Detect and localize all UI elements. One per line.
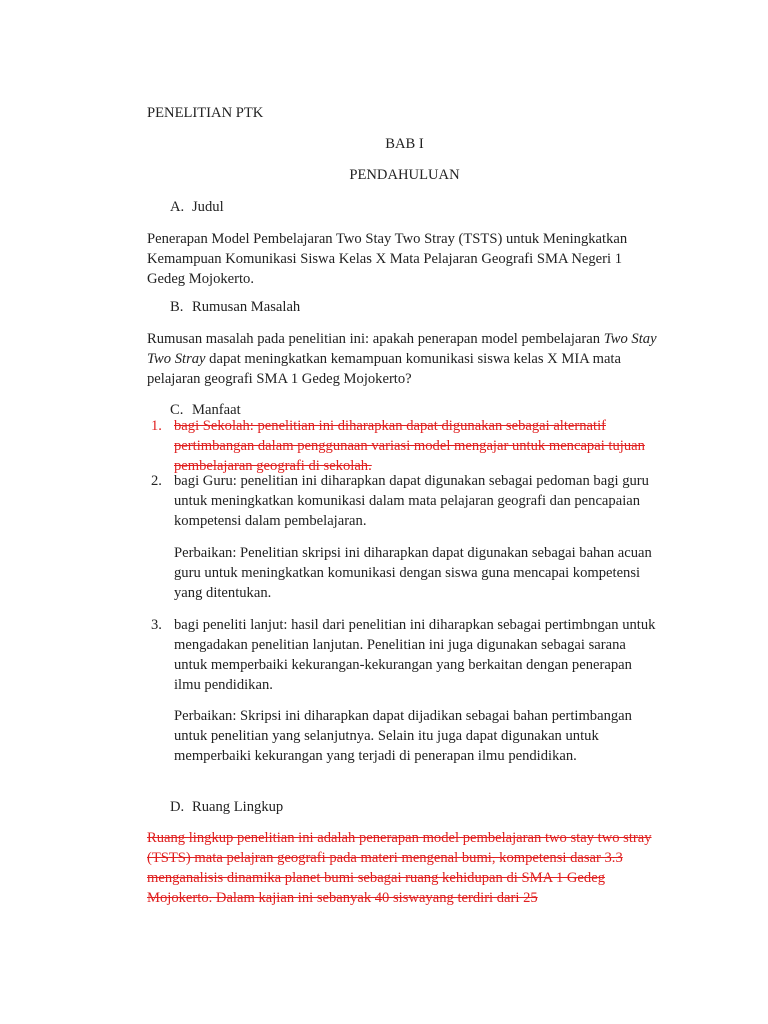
section-b-letter: B. xyxy=(170,299,184,315)
section-a-heading xyxy=(170,197,224,217)
rumusan-text-italic: Two Stay Two Stray xyxy=(147,331,657,367)
judul-paragraph: Penerapan Model Pembelajaran Two Stay Two Stray (TSTS) untuk Meningkatkan Kemampuan Komunikasi Siswa Kelas X Mata Pelajaran Geografi SMA Negeri 1 Gedeg Mojokerto. xyxy=(147,231,628,287)
rumusan-text-post: dapat meningkatkan kemampuan komunikasi siswa kelas X MIA mata pelajaran geografi SMA 1 Gedeg Mojokerto? xyxy=(147,351,621,387)
document-header: PENELITIAN PTK xyxy=(147,105,264,121)
section-a-title: Judul xyxy=(192,199,224,215)
section-c-title: Manfaat xyxy=(192,402,241,418)
manfaat-item-2-perbaikan: Perbaikan: Penelitian skripsi ini diharapkan dapat digunakan sebagai bahan acuan guru untuk meningkatkan komunikasi dengan siswa guna mencapai kompetensi yang ditentukan. xyxy=(174,545,652,601)
manfaat-item-3-text: bagi peneliti lanjut: hasil dari penelitian ini diharapkan sebagai pertimbngan untuk mengadakan penelitian lanjutan. Penelitian ini juga digunakan sebagai sarana untuk memperbaiki kekurangan-kekurangan yang berkaitan dengan penerapan ilmu pendidikan. xyxy=(174,617,656,693)
rumusan-text-pre: Rumusan masalah pada penelitian ini: apakah penerapan model pembelajaran xyxy=(147,331,604,347)
manfaat-item-2 xyxy=(147,471,662,531)
rumusan-paragraph xyxy=(147,329,662,389)
chapter-number: BAB I xyxy=(385,136,424,152)
section-b-heading xyxy=(170,297,300,317)
ruang-lingkup-paragraph-deleted: Ruang lingkup penelitian ini adalah penerapan model pembelajaran two stay two stray (TSTS) mata pelajran geografi pada materi mengenal bumi, kompetensi dasar 3.3 menganalisis dinamika planet bumi sebagai ruang kehidupan di SMA 1 Gedeg Mojokerto. Dalam kajian ini sebanyak 40 siswayang terdiri dari 25 xyxy=(147,830,652,906)
manfaat-item-2-number: 2. xyxy=(151,473,162,489)
manfaat-item-1-number: 1. xyxy=(151,418,162,434)
chapter-title: PENDAHULUAN xyxy=(349,167,460,183)
section-a-letter: A. xyxy=(170,199,185,215)
manfaat-item-1-deleted xyxy=(147,416,662,476)
section-d-heading xyxy=(170,797,283,817)
manfaat-item-3-number: 3. xyxy=(151,617,162,633)
section-d-letter: D. xyxy=(170,799,185,815)
section-b-title: Rumusan Masalah xyxy=(192,299,301,315)
manfaat-item-1-text: bagi Sekolah: penelitian ini diharapkan dapat digunakan sebagai alternatif pertimbangan dalam penggunaan variasi model mengajar untuk mencapai tujuan pembelajaran geografi di sekolah. xyxy=(174,418,645,474)
manfaat-item-2-text: bagi Guru: penelitian ini diharapkan dapat digunakan sebagai pedoman bagi guru untuk meningkatkan komunikasi dalam mata pelajaran geografi dan pencapaian kompetensi dalam pembelajaran. xyxy=(174,473,649,529)
manfaat-item-3 xyxy=(147,615,662,695)
section-c-letter: C. xyxy=(170,402,184,418)
section-d-title: Ruang Lingkup xyxy=(192,799,284,815)
manfaat-item-3-perbaikan: Perbaikan: Skripsi ini diharapkan dapat dijadikan sebagai bahan pertimbangan untuk penelitian yang selanjutnya. Selain itu juga dapat digunakan untuk memperbaiki kekurangan yang terjadi di penerapan ilmu pendidikan. xyxy=(174,708,632,764)
